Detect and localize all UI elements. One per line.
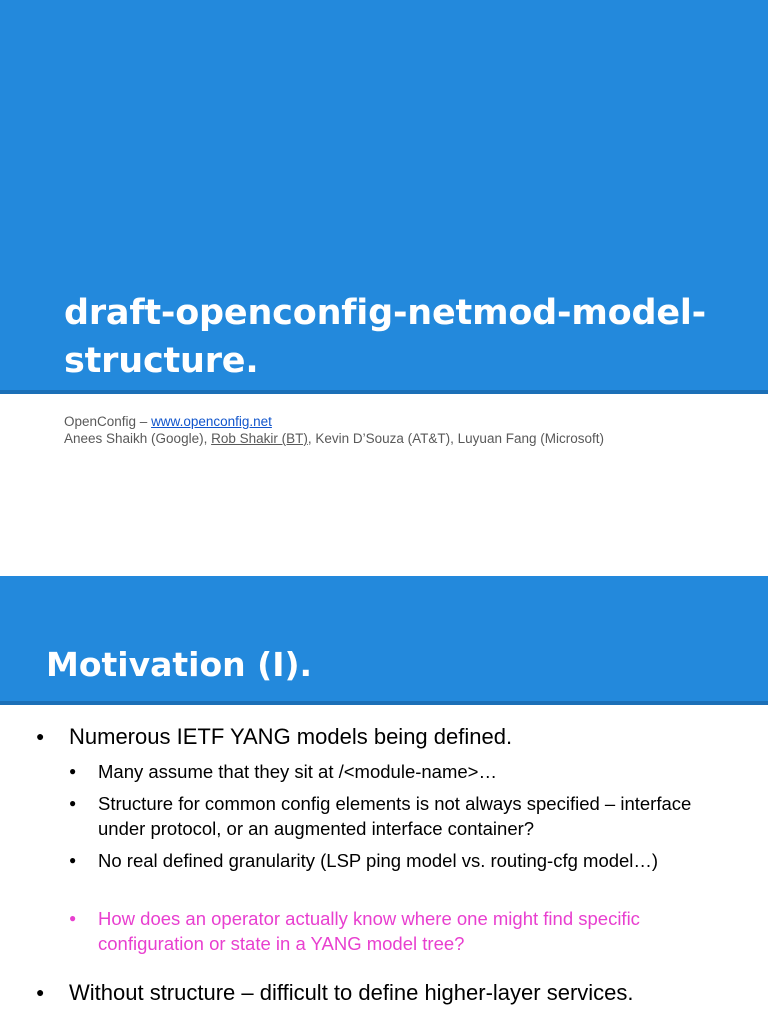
org-line [64,413,754,430]
slide-metadata [64,413,754,447]
bullet-dot: ● [69,796,77,810]
author-1: Anees Shaikh (Google), [64,431,212,446]
bullet-dot: ● [36,984,45,1000]
sub-bullet-item-highlight [69,906,738,956]
bullet-item [36,723,749,750]
sub-bullet-item [69,791,738,841]
sub-bullet-text: How does an operator actually know where one might find specific configuration or state in a YANG model tree? [98,908,640,954]
title-band-edge [0,701,768,705]
author-2-link[interactable]: Rob Shakir (BT) [211,431,308,446]
sub-bullet-text: Many assume that they sit at /<module-name>… [98,761,497,782]
openconfig-link[interactable]: www.openconfig.net [151,414,272,429]
bullet-text: Numerous IETF YANG models being defined. [69,724,513,749]
bullet-dot: ● [69,911,77,925]
bullet-dot: ● [69,853,77,867]
authors-rest: , Kevin D’Souza (AT&T), Luyuan Fang (Microsoft) [307,431,604,446]
slide-title: Motivation (I). [46,645,313,684]
bullet-dot: ● [69,764,77,778]
sub-bullet-text: Structure for common config elements is not always specified – interface under protocol, or an augmented interface container? [98,793,692,839]
org-prefix: OpenConfig – [64,414,152,429]
sub-bullet-item [69,848,738,873]
bullet-dot: ● [36,728,45,744]
sub-bullet-text: No real defined granularity (LSP ping model vs. routing-cfg model…) [98,850,659,871]
slide-title: draft-openconfig-netmod-model-structure. [64,293,706,381]
sub-bullet-item [69,759,738,784]
title-band-edge [0,390,768,394]
bullet-text: Without structure – difficult to define higher-layer services. [69,980,634,1005]
bullet-item [36,979,749,1006]
motivation-slide [0,576,768,1024]
authors-line [64,430,754,447]
